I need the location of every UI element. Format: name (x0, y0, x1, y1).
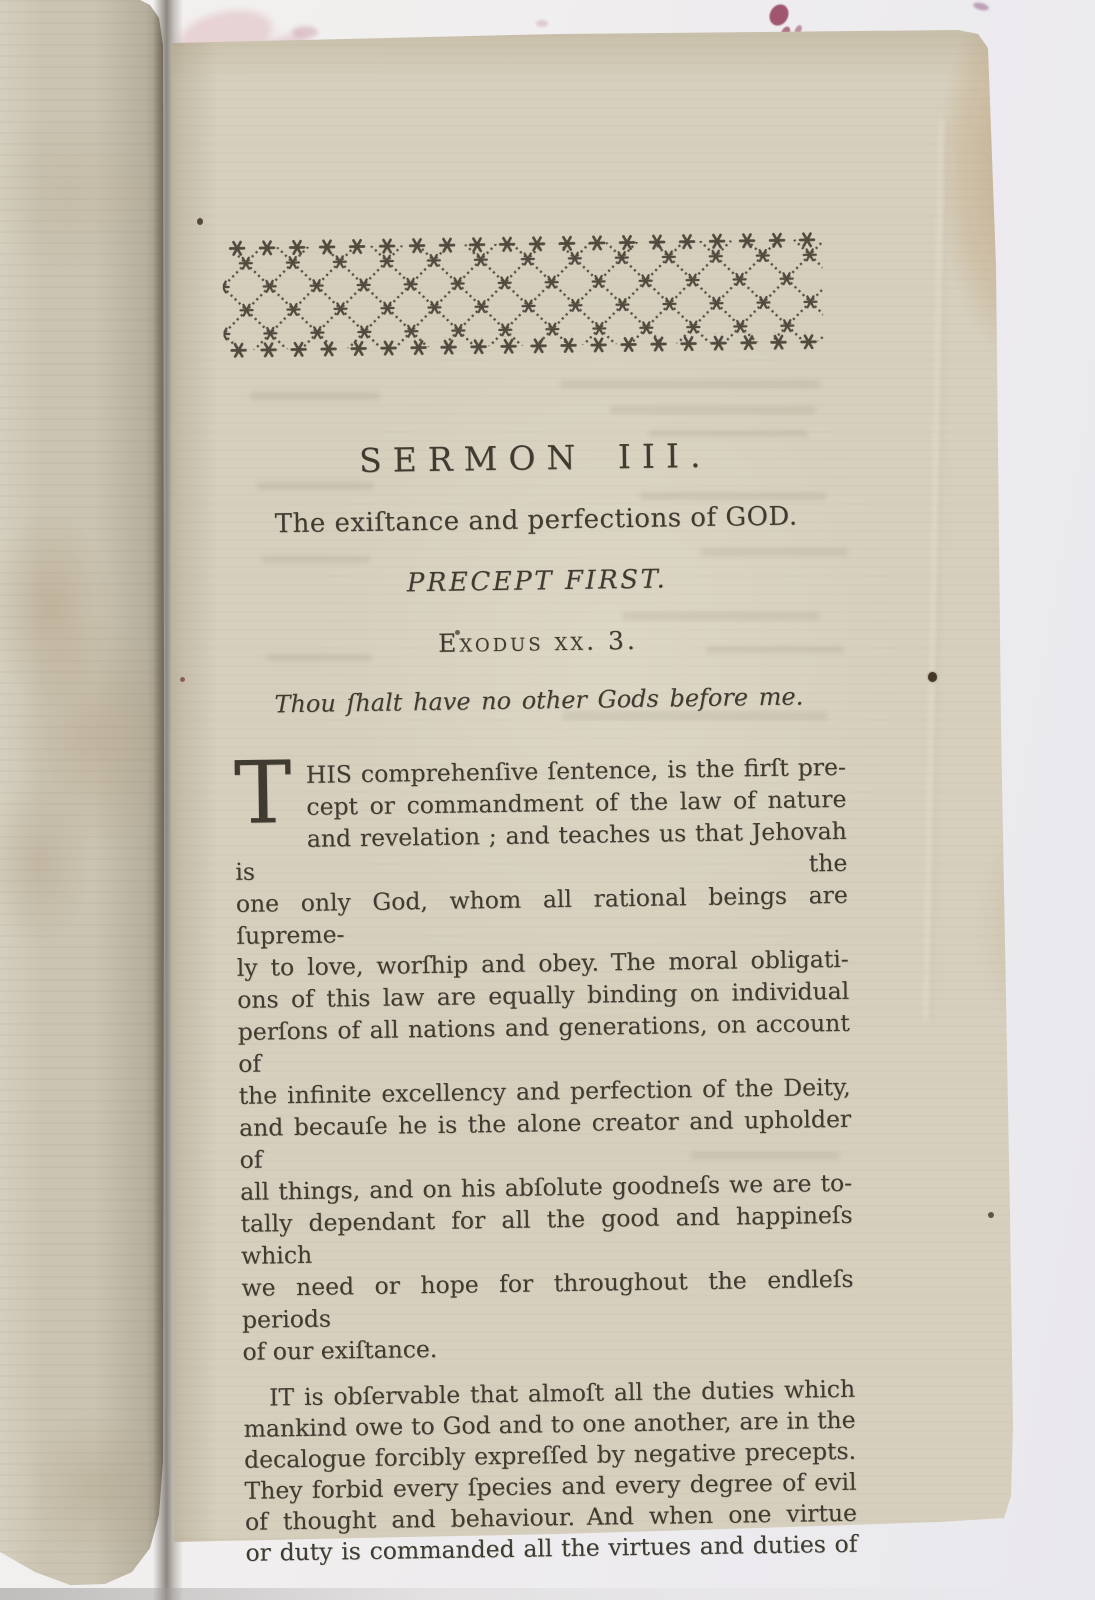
epigraph-verse: Thou ſhalt have no other Gods before me. (274, 682, 804, 719)
printed-text-column (226, 231, 858, 1569)
text-line: cept or commandment of the law of nature (306, 784, 847, 821)
sermon-subtitle: The exiſtance and perfections of GOD. (274, 501, 798, 540)
text-line: perſons of all nations and generations, on account of (237, 1008, 850, 1078)
text-line: or duty is commanded all the virtues and duties of (245, 1529, 858, 1567)
wormhole (928, 672, 937, 682)
text-line: mankind owe to God and to one another, are in the (243, 1405, 856, 1443)
left-page-edge (0, 0, 170, 1600)
text-line: tally dependant for all the good and happineſs which (240, 1200, 853, 1270)
text-line: of thought and behaviour. And when one virtue (244, 1498, 858, 1536)
text-line: one only God, whom all rational beings are ſupreme- (235, 880, 848, 950)
pink-smudge (536, 20, 548, 27)
drop-cap: T (233, 743, 293, 844)
sermon-title: SERMON III. (358, 435, 712, 481)
paragraph-lines (233, 743, 855, 1368)
text-line: all things, and on his abſolute goodneſs we are to- (239, 1168, 853, 1206)
paragraph-lines (243, 1374, 858, 1569)
precept-heading: PRECEPT FIRST. (406, 564, 668, 599)
flyspeck (197, 218, 203, 225)
wormhole (988, 1212, 994, 1218)
text-line: the infinite excellency and perfection of the Deity, (238, 1072, 851, 1110)
body-paragraph (243, 1374, 858, 1569)
purple-speck (972, 1, 989, 12)
text-line: and revelation ; and teaches us that Jehovah is the (235, 816, 848, 886)
text-line: They forbid every ſpecies and every degree of evil (244, 1467, 857, 1505)
pink-smudge (292, 26, 318, 38)
text-line: of our exiſtance. (242, 1334, 438, 1366)
flyspeck (180, 677, 185, 682)
scripture-reference: Exodus xx. 3. (437, 625, 639, 658)
text-line: IT is obſervable that almoſt all the duties which (268, 1374, 856, 1412)
maroon-ink-mark (766, 1, 792, 29)
text-line: decalogue forcibly expreſſed by negative precepts. (243, 1436, 857, 1474)
ornament-band (222, 231, 824, 358)
text-line: ons of this law are equally binding on individual (237, 976, 850, 1014)
text-line: we need or hope for throughout the endleſs periods (241, 1264, 854, 1334)
photo-bottom-edge (0, 1588, 1095, 1600)
text-line: and becauſe he is the alone creator and upholder of (238, 1104, 852, 1174)
text-line: HIS comprehenſive ſentence, is the firſt pre- (305, 752, 847, 789)
body-paragraph (233, 743, 855, 1368)
text-line: ly to love, worſhip and obey. The moral obligati- (236, 944, 849, 982)
